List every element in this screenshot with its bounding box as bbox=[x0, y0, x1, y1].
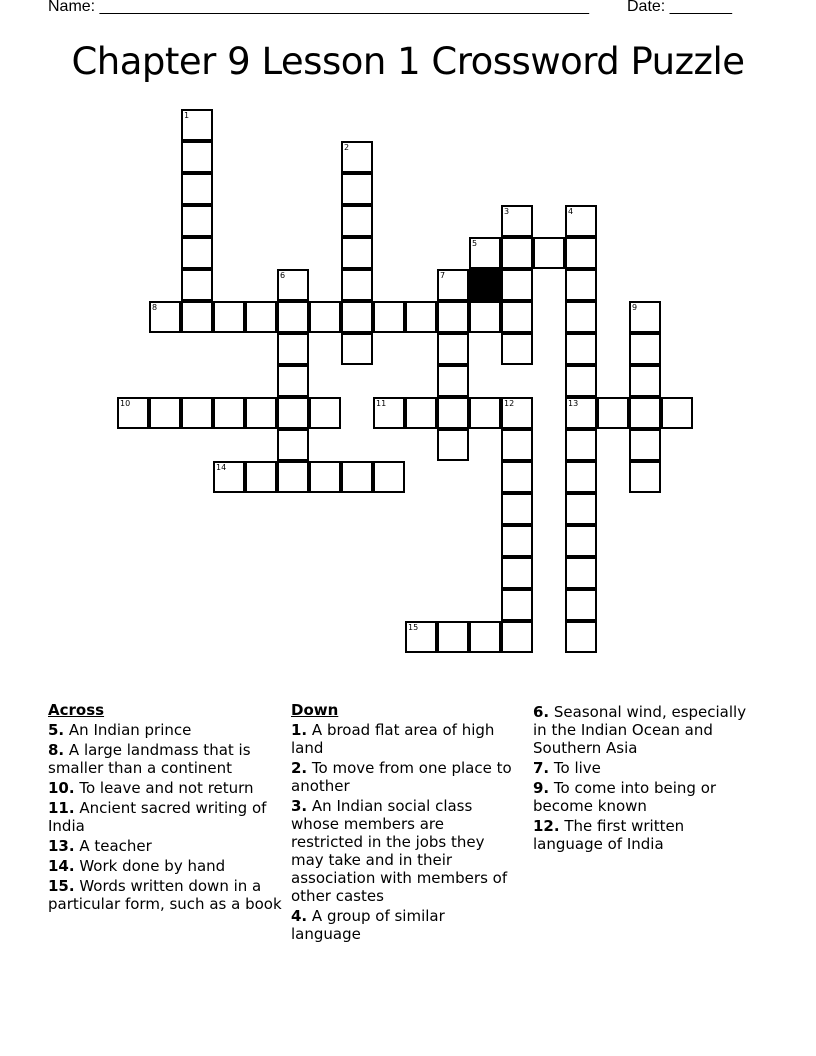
clue-number: 9. bbox=[533, 779, 550, 797]
grid-cell[interactable] bbox=[373, 301, 405, 333]
clue-text: An Indian prince bbox=[64, 721, 192, 739]
clue-number: 12. bbox=[533, 817, 560, 835]
grid-cell[interactable] bbox=[405, 397, 437, 429]
grid-cell[interactable] bbox=[501, 333, 533, 365]
clue-text: A large landmass that is smaller than a continent bbox=[48, 741, 251, 777]
grid-cell[interactable] bbox=[309, 301, 341, 333]
grid-cell[interactable] bbox=[565, 461, 597, 493]
grid-cell[interactable] bbox=[341, 173, 373, 205]
grid-cell[interactable] bbox=[501, 269, 533, 301]
grid-cell[interactable] bbox=[501, 429, 533, 461]
clue-number: 3 bbox=[504, 207, 510, 216]
clue-item bbox=[48, 779, 283, 797]
clue-item bbox=[291, 907, 516, 943]
clue-number: 6 bbox=[280, 271, 286, 280]
clue-text: Words written down in a particular form, such as a book bbox=[48, 877, 282, 913]
grid-cell[interactable] bbox=[565, 621, 597, 653]
clue-item bbox=[48, 877, 283, 913]
clue-item bbox=[291, 721, 516, 757]
grid-cell[interactable] bbox=[533, 237, 565, 269]
grid-cell[interactable] bbox=[181, 237, 213, 269]
clue-number: 10 bbox=[120, 399, 131, 408]
grid-cell[interactable] bbox=[149, 397, 181, 429]
grid-cell[interactable] bbox=[565, 525, 597, 557]
grid-cell[interactable] bbox=[629, 333, 661, 365]
grid-cell[interactable] bbox=[437, 429, 469, 461]
grid-cell[interactable] bbox=[565, 557, 597, 589]
grid-cell[interactable] bbox=[181, 301, 213, 333]
grid-cell[interactable] bbox=[341, 205, 373, 237]
grid-cell[interactable] bbox=[341, 333, 373, 365]
clue-number: 5 bbox=[472, 239, 478, 248]
grid-cell[interactable] bbox=[501, 237, 533, 269]
clue-text: A teacher bbox=[74, 837, 152, 855]
grid-cell[interactable] bbox=[309, 397, 341, 429]
grid-cell[interactable] bbox=[469, 397, 501, 429]
grid-cell[interactable] bbox=[565, 589, 597, 621]
grid-cell[interactable] bbox=[437, 365, 469, 397]
clue-number: 12 bbox=[504, 399, 515, 408]
grid-cell[interactable] bbox=[565, 205, 597, 237]
clue-number: 10. bbox=[48, 779, 75, 797]
down-heading: Down bbox=[291, 701, 339, 719]
grid-cell[interactable] bbox=[629, 365, 661, 397]
clue-text: A group of similar language bbox=[291, 907, 445, 943]
grid-cell[interactable] bbox=[277, 429, 309, 461]
grid-cell[interactable] bbox=[277, 269, 309, 301]
grid-cell[interactable] bbox=[213, 461, 245, 493]
grid-cell[interactable] bbox=[501, 461, 533, 493]
clue-item bbox=[48, 837, 283, 855]
grid-cell[interactable] bbox=[341, 301, 373, 333]
grid-cell[interactable] bbox=[565, 237, 597, 269]
clue-item bbox=[48, 721, 283, 739]
clue-number: 7 bbox=[440, 271, 446, 280]
clue-item bbox=[533, 817, 748, 853]
grid-cell[interactable] bbox=[437, 269, 469, 301]
down-clues bbox=[291, 701, 516, 945]
clue-number: 1. bbox=[291, 721, 308, 739]
grid-cell[interactable] bbox=[341, 269, 373, 301]
clue-text: Work done by hand bbox=[74, 857, 226, 875]
grid-cell[interactable] bbox=[277, 461, 309, 493]
grid-cell[interactable] bbox=[181, 205, 213, 237]
clue-text: The first written language of India bbox=[533, 817, 685, 853]
clue-number: 7. bbox=[533, 759, 550, 777]
clue-number: 15 bbox=[408, 623, 419, 632]
grid-cell[interactable] bbox=[501, 621, 533, 653]
grid-cell[interactable] bbox=[501, 397, 533, 429]
date-field-label: Date: _______ bbox=[627, 0, 732, 15]
grid-cell[interactable] bbox=[629, 429, 661, 461]
grid-cell[interactable] bbox=[245, 397, 277, 429]
clue-text: To live bbox=[549, 759, 601, 777]
grid-cell[interactable] bbox=[661, 397, 693, 429]
clue-text: To move from one place to another bbox=[291, 759, 512, 795]
grid-cell[interactable] bbox=[277, 333, 309, 365]
clue-item bbox=[48, 741, 283, 777]
grid-cell[interactable] bbox=[277, 301, 309, 333]
grid-cell[interactable] bbox=[501, 205, 533, 237]
down-clues-continued bbox=[533, 703, 748, 855]
clue-number: 2 bbox=[344, 143, 350, 152]
grid-cell[interactable] bbox=[341, 237, 373, 269]
clue-number: 4 bbox=[568, 207, 574, 216]
clue-number: 5. bbox=[48, 721, 65, 739]
grid-cell[interactable] bbox=[565, 397, 597, 429]
grid-cell[interactable] bbox=[277, 365, 309, 397]
grid-cell[interactable] bbox=[181, 141, 213, 173]
grid-cell[interactable] bbox=[181, 109, 213, 141]
clue-number: 3. bbox=[291, 797, 308, 815]
grid-cell[interactable] bbox=[213, 301, 245, 333]
grid-cell[interactable] bbox=[629, 301, 661, 333]
clue-item bbox=[533, 779, 748, 815]
grid-cell[interactable] bbox=[597, 397, 629, 429]
grid-cell[interactable] bbox=[565, 269, 597, 301]
clue-text: A broad flat area of high land bbox=[291, 721, 495, 757]
clue-number: 14 bbox=[216, 463, 227, 472]
grid-cell[interactable] bbox=[565, 301, 597, 333]
grid-cell[interactable] bbox=[117, 397, 149, 429]
clue-text: An Indian social class whose members are restricted in the jobs they may take and in their association with members of other castes bbox=[291, 797, 508, 905]
grid-cell[interactable] bbox=[437, 333, 469, 365]
clue-item bbox=[48, 799, 283, 835]
grid-cell[interactable] bbox=[245, 301, 277, 333]
clue-item bbox=[533, 759, 748, 777]
clue-number: 2. bbox=[291, 759, 308, 777]
grid-cell[interactable] bbox=[437, 621, 469, 653]
clue-number: 8. bbox=[48, 741, 65, 759]
grid-cell[interactable] bbox=[373, 397, 405, 429]
grid-cell[interactable] bbox=[277, 397, 309, 429]
grid-cell[interactable] bbox=[181, 269, 213, 301]
across-clues bbox=[48, 701, 283, 915]
clue-number: 1 bbox=[184, 111, 190, 120]
clue-item bbox=[48, 857, 283, 875]
grid-cell[interactable] bbox=[149, 301, 181, 333]
grid-cell[interactable] bbox=[565, 333, 597, 365]
grid-cell[interactable] bbox=[309, 461, 341, 493]
clue-number: 8 bbox=[152, 303, 158, 312]
grid-cell[interactable] bbox=[565, 365, 597, 397]
grid-cell[interactable] bbox=[373, 461, 405, 493]
clue-text: To leave and not return bbox=[74, 779, 254, 797]
clue-item bbox=[291, 759, 516, 795]
grid-cell[interactable] bbox=[437, 301, 469, 333]
grid-cell[interactable] bbox=[629, 397, 661, 429]
clue-item bbox=[533, 703, 748, 757]
clue-number: 11 bbox=[376, 399, 387, 408]
grid-cell[interactable] bbox=[181, 173, 213, 205]
grid-cell[interactable] bbox=[501, 493, 533, 525]
clue-number: 11. bbox=[48, 799, 75, 817]
grid-cell[interactable] bbox=[469, 301, 501, 333]
grid-cell[interactable] bbox=[213, 397, 245, 429]
clue-number: 15. bbox=[48, 877, 75, 895]
grid-cell[interactable] bbox=[501, 525, 533, 557]
clue-number: 6. bbox=[533, 703, 550, 721]
page-title: Chapter 9 Lesson 1 Crossword Puzzle bbox=[71, 40, 745, 83]
grid-cell[interactable] bbox=[501, 589, 533, 621]
clue-text: Seasonal wind, especially in the Indian Ocean and Southern Asia bbox=[533, 703, 747, 757]
grid-cell[interactable] bbox=[181, 397, 213, 429]
clue-number: 9 bbox=[632, 303, 638, 312]
clue-number: 4. bbox=[291, 907, 308, 925]
clue-number: 13. bbox=[48, 837, 75, 855]
grid-cell[interactable] bbox=[405, 301, 437, 333]
grid-cell[interactable] bbox=[501, 301, 533, 333]
grid-cell[interactable] bbox=[437, 397, 469, 429]
black-cell bbox=[469, 269, 501, 301]
clue-number: 14. bbox=[48, 857, 75, 875]
grid-cell[interactable] bbox=[341, 141, 373, 173]
clue-text: Ancient sacred writing of India bbox=[48, 799, 267, 835]
clue-text: To come into being or become known bbox=[533, 779, 717, 815]
grid-cell[interactable] bbox=[469, 237, 501, 269]
grid-cell[interactable] bbox=[629, 461, 661, 493]
clue-item bbox=[291, 797, 516, 905]
grid-cell[interactable] bbox=[501, 557, 533, 589]
grid-cell[interactable] bbox=[405, 621, 437, 653]
clue-number: 13 bbox=[568, 399, 579, 408]
grid-cell[interactable] bbox=[341, 461, 373, 493]
grid-cell[interactable] bbox=[565, 429, 597, 461]
grid-cell[interactable] bbox=[565, 493, 597, 525]
grid-cell[interactable] bbox=[245, 461, 277, 493]
grid-cell[interactable] bbox=[469, 621, 501, 653]
name-field-label: Name: _______________________________________________________ bbox=[48, 0, 589, 15]
across-heading: Across bbox=[48, 701, 105, 719]
